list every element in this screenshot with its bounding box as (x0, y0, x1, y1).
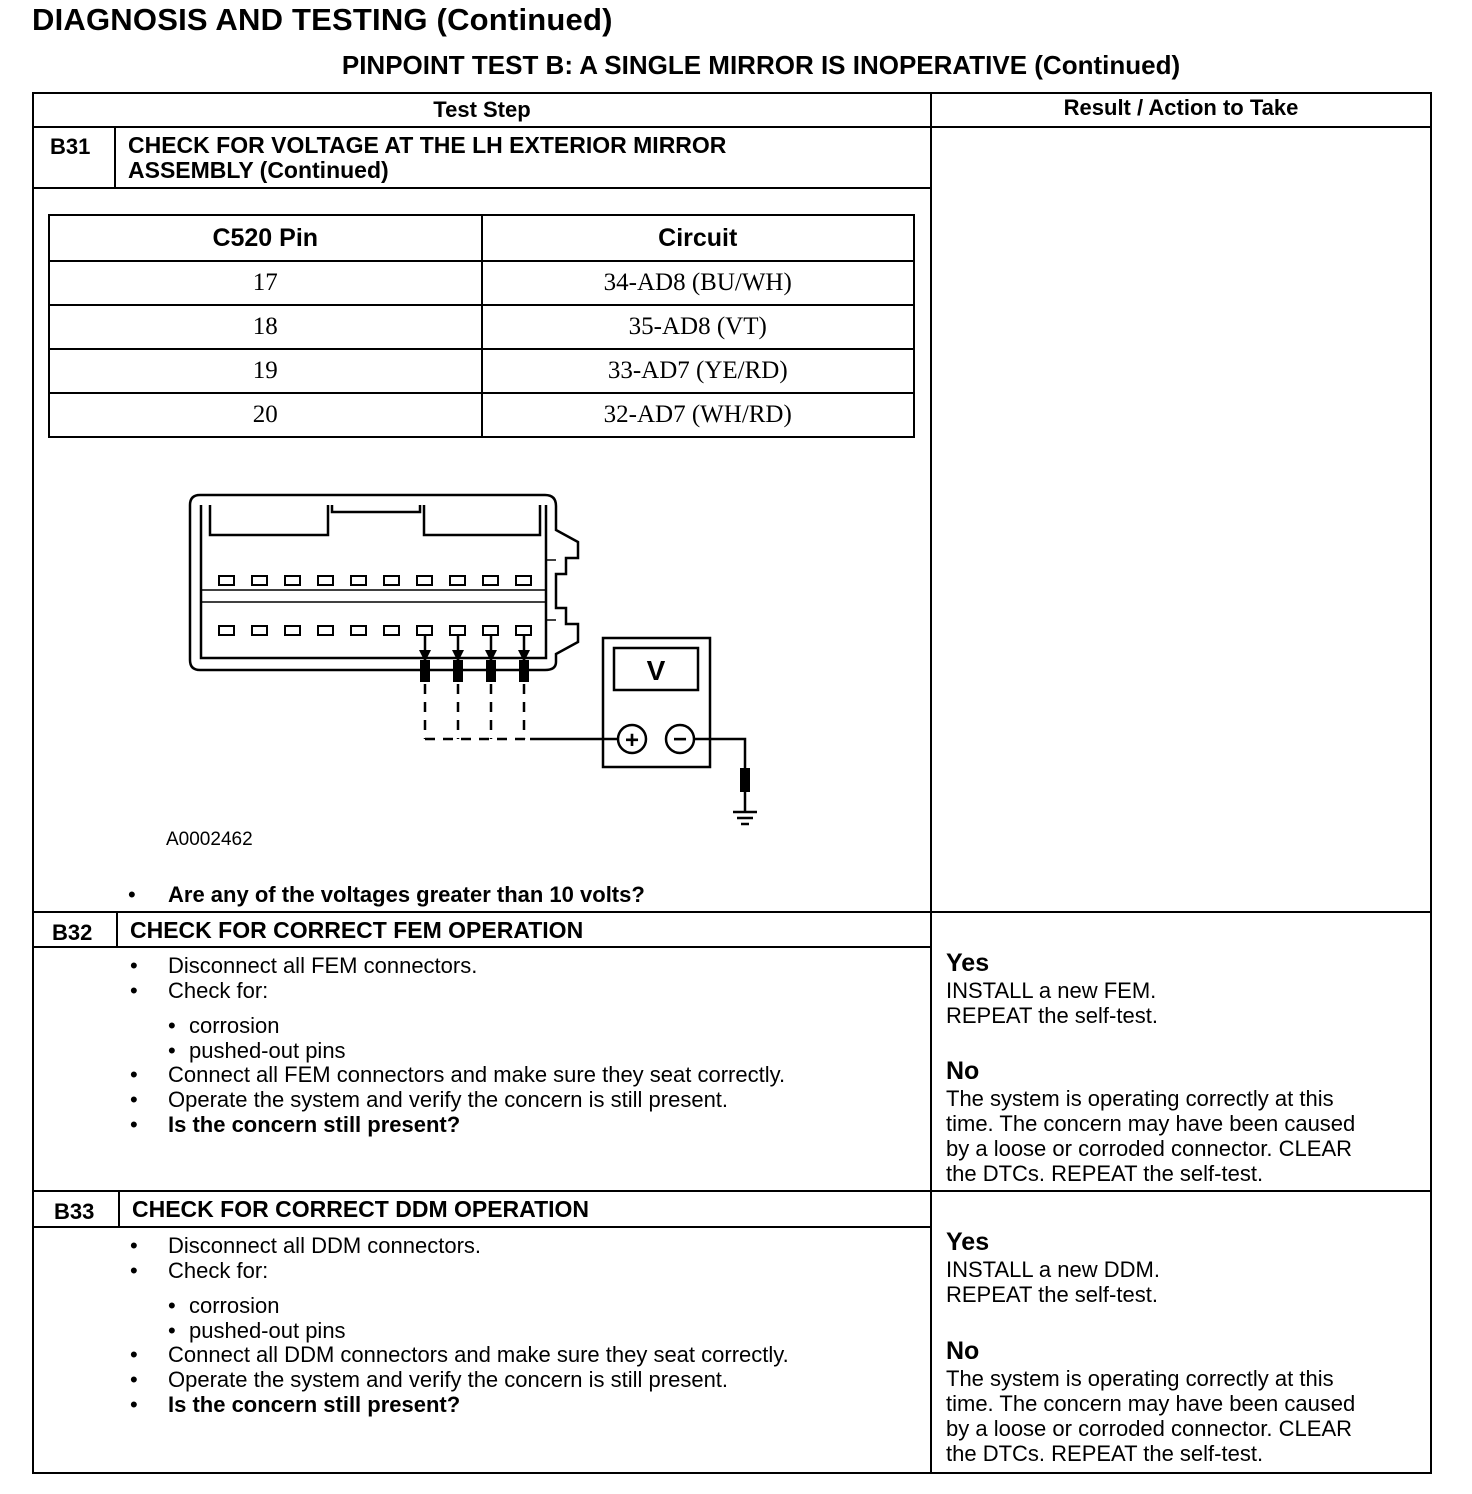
probe-leads-icon (419, 636, 618, 739)
col-header-result-action: Result / Action to Take (1063, 95, 1299, 120)
pin-cell: 17 (49, 261, 482, 305)
pinpoint-test-title: PINPOINT TEST B: A SINGLE MIRROR IS INOPERATIVE (Continued) (341, 50, 1181, 80)
pin-header: C520 Pin (49, 215, 482, 261)
b33-sub-item: pushed-out pins (189, 1318, 346, 1343)
sub-bullet-icon: • (168, 1318, 176, 1343)
bullet-icon: • (130, 1367, 138, 1392)
step-title-b33: CHECK FOR CORRECT DDM OPERATION (132, 1196, 590, 1222)
no-action: time. The concern may have been caused (946, 1391, 1356, 1416)
pin-row-bottom-icon (219, 626, 531, 635)
no-action: the DTCs. REPEAT the self-test. (946, 1161, 1264, 1186)
yes-label: Yes (946, 1228, 990, 1256)
col-header-test-step: Test Step (433, 97, 531, 122)
bullet-icon: • (130, 1112, 138, 1137)
step-title-b32: CHECK FOR CORRECT FEM OPERATION (130, 917, 584, 943)
bullet-icon: • (130, 1342, 138, 1367)
b33-result (946, 1228, 1355, 1466)
yes-action: INSTALL a new FEM. (946, 978, 1157, 1003)
bullet-icon: • (130, 1233, 138, 1258)
b33-bullet: Check for: (168, 1258, 269, 1283)
step-id-b32: B32 (52, 920, 93, 945)
no-action: The system is operating correctly at this (946, 1086, 1334, 1111)
yes-action: REPEAT the self-test. (946, 1282, 1158, 1307)
b32-sub-item: corrosion (189, 1013, 280, 1038)
step-title-b31: CHECK FOR VOLTAGE AT THE LH EXTERIOR MIRROR ASSEMBLY (Continued) (128, 132, 727, 183)
b32-sub-item: pushed-out pins (189, 1038, 346, 1063)
pin-cell: 19 (49, 349, 482, 393)
bullet-icon: • (130, 1062, 138, 1087)
voltmeter-symbol: V (646, 655, 666, 686)
b33-bullet: Operate the system and verify the concern is still present. (168, 1367, 729, 1392)
circuit-cell: 35-AD8 (VT) (482, 305, 915, 349)
b33-bullet: Connect all DDM connectors and make sure they seat correctly. (168, 1342, 789, 1367)
step-id-b31: B31 (50, 134, 91, 159)
circuit-cell: 33-AD7 (YE/RD) (482, 349, 915, 393)
b32-result (946, 949, 1355, 1186)
b32-bullet: Disconnect all FEM connectors. (168, 953, 478, 978)
sub-bullet-icon: • (168, 1013, 176, 1038)
circuit-cell: 34-AD8 (BU/WH) (482, 261, 915, 305)
no-action: The system is operating correctly at this (946, 1366, 1334, 1391)
pin-row-top-icon (219, 576, 531, 585)
circuit-cell: 32-AD7 (WH/RD) (482, 393, 915, 437)
b31-question: Are any of the voltages greater than 10 volts? (168, 882, 645, 907)
no-action: the DTCs. REPEAT the self-test. (946, 1441, 1264, 1466)
bullet-icon: • (130, 1258, 138, 1283)
pin-cell: 20 (49, 393, 482, 437)
sub-bullet-icon: • (168, 1038, 176, 1063)
figure-id-label: A0002462 (166, 829, 253, 850)
ground-lead-icon (694, 739, 757, 824)
yes-action: INSTALL a new DDM. (946, 1257, 1160, 1282)
b32-bullet: Connect all FEM connectors and make sure they seat correctly. (168, 1062, 786, 1087)
page-header: DIAGNOSIS AND TESTING (Continued) (32, 2, 613, 37)
b33-sub-item: corrosion (189, 1293, 280, 1318)
step-id-b33: B33 (54, 1199, 95, 1224)
b33-bullet: Disconnect all DDM connectors. (168, 1233, 482, 1258)
pin-cell: 18 (49, 305, 482, 349)
no-action: by a loose or corroded connector. CLEAR (946, 1136, 1353, 1161)
bullet-icon: • (130, 978, 138, 1003)
b32-bullet: Check for: (168, 978, 269, 1003)
positive-terminal-label: + (624, 727, 640, 754)
no-action: by a loose or corroded connector. CLEAR (946, 1416, 1353, 1441)
yes-action: REPEAT the self-test. (946, 1003, 1158, 1028)
bullet-icon: • (130, 1087, 138, 1112)
b32-bullet: Operate the system and verify the concern is still present. (168, 1087, 729, 1112)
bullet-icon: • (128, 882, 136, 907)
sub-bullet-icon: • (168, 1293, 176, 1318)
b32-question: Is the concern still present? (168, 1112, 461, 1137)
bullet-icon: • (130, 953, 138, 978)
no-action: time. The concern may have been caused (946, 1111, 1356, 1136)
negative-terminal-label: − (672, 726, 688, 753)
b32-instructions (0, 954, 930, 1154)
b33-question: Is the concern still present? (168, 1392, 461, 1417)
circuit-header: Circuit (482, 215, 915, 261)
bullet-icon: • (130, 1392, 138, 1417)
b33-instructions (0, 1234, 930, 1434)
no-label: No (946, 1057, 980, 1085)
no-label: No (946, 1337, 980, 1365)
yes-label: Yes (946, 949, 990, 977)
